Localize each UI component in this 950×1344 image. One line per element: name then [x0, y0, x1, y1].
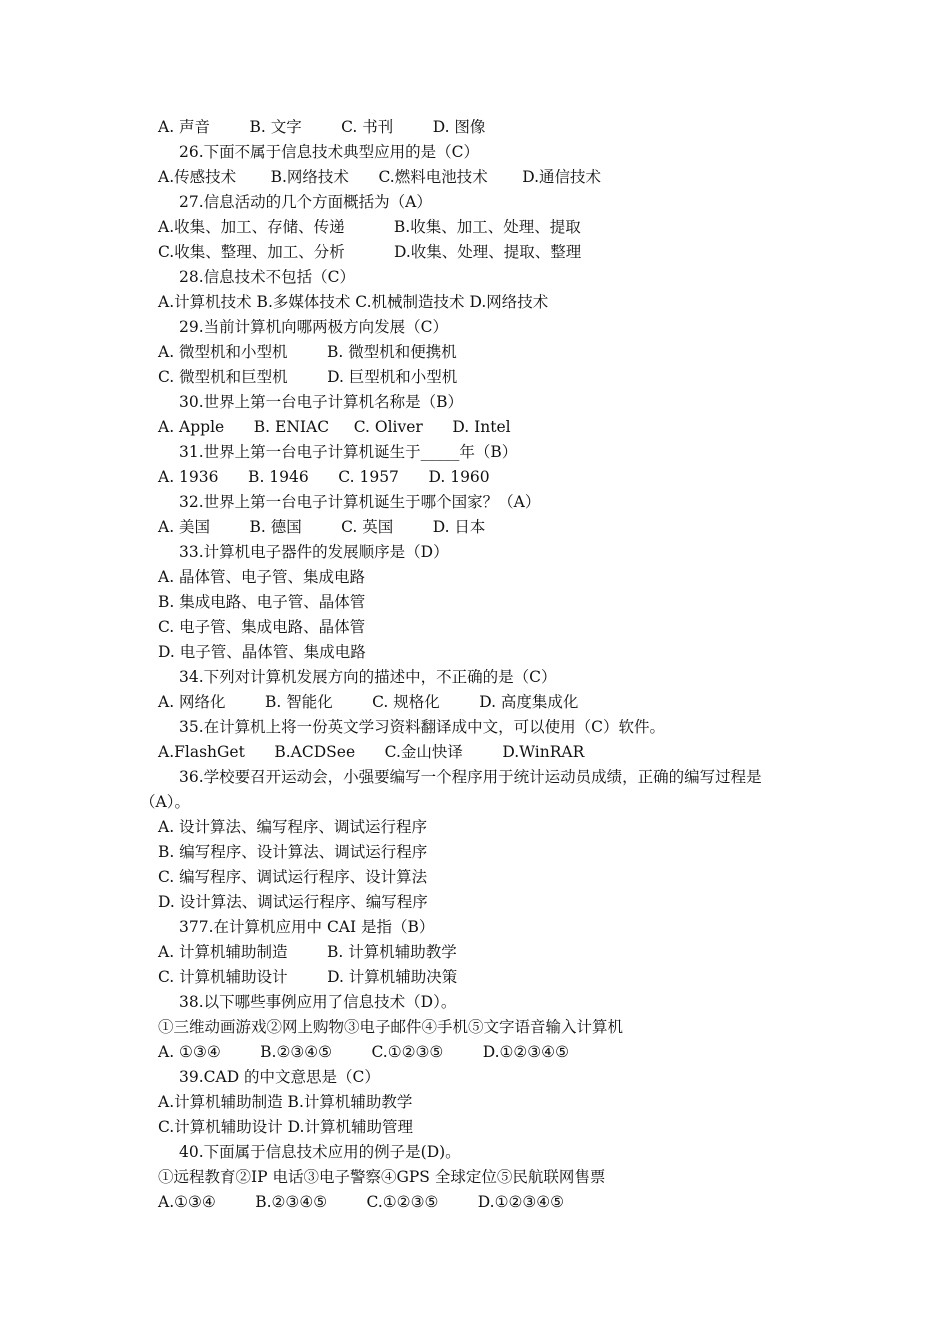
option-line: A. 微型机和小型机 B. 微型机和便携机 [158, 343, 457, 361]
option-line: A. 设计算法、编写程序、调试运行程序 [158, 818, 428, 836]
statement-line: ①远程教育②IP 电话③电子警察④GPS 全球定位⑤民航联网售票 [158, 1168, 606, 1186]
option-line: A.①③④ B.②③④⑤ C.①②③⑤ D.①②③④⑤ [158, 1193, 565, 1211]
question-line: 31.世界上第一台电子计算机诞生于_____年（B） [179, 443, 518, 461]
question-line: 377.在计算机应用中 CAI 是指（B） [179, 918, 435, 936]
question-line: 28.信息技术不包括（C） [179, 268, 356, 286]
option-line: C.收集、整理、加工、分析 D.收集、处理、提取、整理 [158, 243, 582, 261]
option-line: B. 编写程序、设计算法、调试运行程序 [158, 843, 428, 861]
question-line: 35.在计算机上将一份英文学习资料翻译成中文，可以使用（C）软件。 [179, 718, 666, 736]
option-line: A.传感技术 B.网络技术 C.燃料电池技术 D.通信技术 [158, 168, 602, 186]
option-line: C.计算机辅助设计 D.计算机辅助管理 [158, 1118, 413, 1136]
question-line: 34.下列对计算机发展方向的描述中，不正确的是（C） [179, 668, 557, 686]
option-line: B. 集成电路、电子管、晶体管 [158, 593, 366, 611]
question-line: 33.计算机电子器件的发展顺序是（D） [179, 543, 449, 561]
option-line: A.计算机技术 B.多媒体技术 C.机械制造技术 D.网络技术 [158, 293, 549, 311]
question-line: 32.世界上第一台电子计算机诞生于哪个国家？（A） [179, 493, 541, 511]
option-line: C. 电子管、集成电路、晶体管 [158, 618, 366, 636]
option-line: A. ①③④ B.②③④⑤ C.①②③⑤ D.①②③④⑤ [158, 1043, 569, 1061]
option-line: D. 设计算法、调试运行程序、编写程序 [158, 893, 428, 911]
option-line: C. 微型机和巨型机 D. 巨型机和小型机 [158, 368, 458, 386]
option-line: C. 编写程序、调试运行程序、设计算法 [158, 868, 428, 886]
option-line: A.收集、加工、存储、传递 B.收集、加工、处理、提取 [158, 218, 581, 236]
statement-line: ①三维动画游戏②网上购物③电子邮件④手机⑤文字语音输入计算机 [158, 1018, 624, 1036]
question-line: 39.CAD 的中文意思是（C） [179, 1068, 380, 1086]
question-line: 36.学校要召开运动会，小强要编写一个程序用于统计运动员成绩，正确的编写过程是 [179, 768, 762, 786]
option-line: A. 晶体管、电子管、集成电路 [158, 568, 366, 586]
option-line: C. 计算机辅助设计 D. 计算机辅助决策 [158, 968, 458, 986]
question-line: 29.当前计算机向哪两极方向发展（C） [179, 318, 449, 336]
option-line: A. 美国 B. 德国 C. 英国 D. 日本 [158, 518, 486, 536]
option-line: A. Apple B. ENIAC C. Oliver D. Intel [158, 418, 511, 436]
question-line: 40.下面属于信息技术应用的例子是(D)。 [179, 1143, 461, 1161]
option-line: A. 声音 B. 文字 C. 书刊 D. 图像 [158, 118, 486, 136]
option-line: A. 计算机辅助制造 B. 计算机辅助教学 [158, 943, 457, 961]
question-line: 26.下面不属于信息技术典型应用的是（C） [179, 143, 480, 161]
question-line: 27.信息活动的几个方面概括为（A） [179, 193, 432, 211]
question-line: 30.世界上第一台电子计算机名称是（B） [179, 393, 464, 411]
question-line-continued: （A）。 [140, 793, 190, 811]
option-line: D. 电子管、晶体管、集成电路 [158, 643, 366, 661]
option-line: A.FlashGet B.ACDSee C.金山快译 D.WinRAR [158, 743, 585, 761]
option-line: A.计算机辅助制造 B.计算机辅助教学 [158, 1093, 413, 1111]
question-line: 38.以下哪些事例应用了信息技术（D）。 [179, 993, 457, 1011]
option-line: A. 网络化 B. 智能化 C. 规格化 D. 高度集成化 [158, 693, 579, 711]
option-line: A. 1936 B. 1946 C. 1957 D. 1960 [158, 468, 490, 486]
